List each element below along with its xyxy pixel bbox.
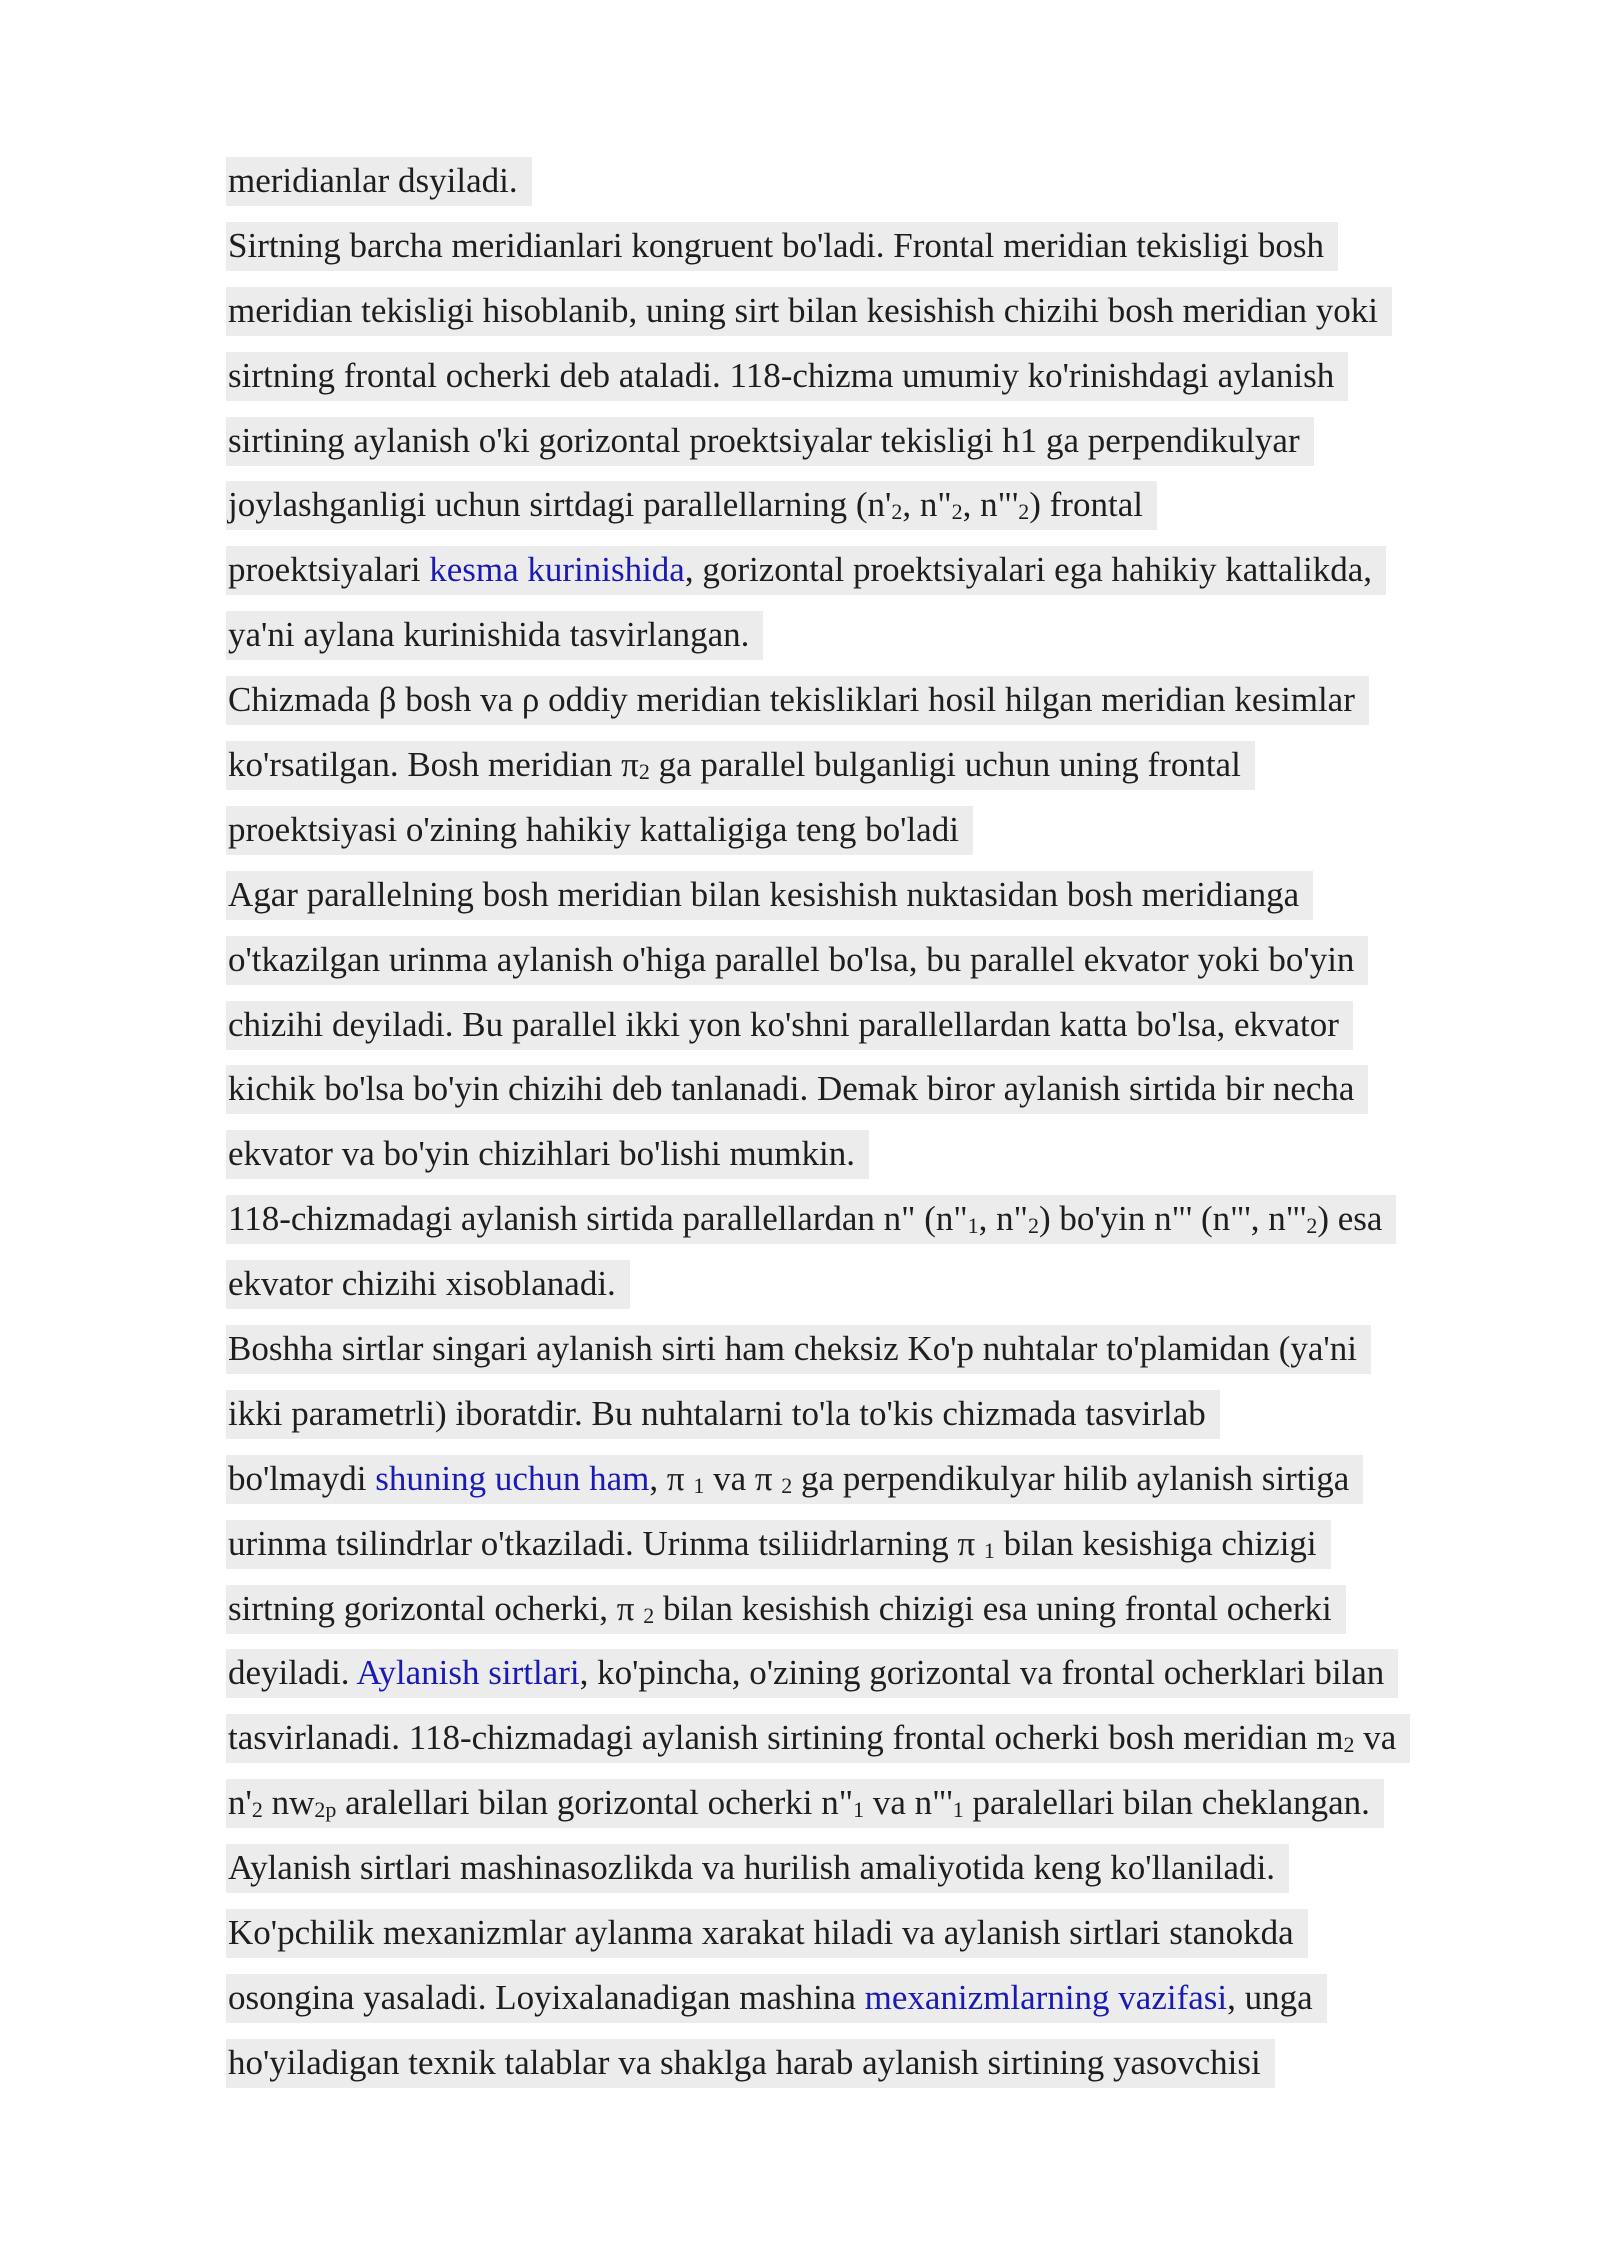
- text-line: [226, 863, 1600, 928]
- text-line: [226, 538, 1600, 603]
- text-span: tasvirlanadi. 118-chizmadagi aylanish sirtining frontal ocherki bosh meridian m: [228, 1718, 1344, 1758]
- text-span: ) bo'yin n"' (n"', n"': [1038, 1199, 1307, 1239]
- text-span: proektsiyasi o'zining hahikiy kattaligiga teng bo'ladi: [228, 809, 959, 849]
- text-line: [226, 1836, 1600, 1901]
- text-span: Agar parallelning bosh meridian bilan kesishish nuktasidan bosh meridianga: [228, 874, 1300, 914]
- text-span: ) esa: [1317, 1199, 1383, 1239]
- text-span: va n"': [864, 1783, 953, 1823]
- text-line: [226, 1187, 1600, 1252]
- text-line: [226, 668, 1600, 733]
- text-line: [226, 1706, 1600, 1771]
- text-line: [226, 2031, 1600, 2096]
- text-line: [226, 1382, 1600, 1447]
- text-span: , n": [978, 1199, 1028, 1239]
- text-span: 118-chizmadagi aylanish sirtida parallellardan n" (n": [228, 1199, 968, 1239]
- text-span: ga perpendikulyar hilib aylanish sirtiga: [792, 1458, 1350, 1498]
- text-line: [226, 1641, 1600, 1706]
- text-span: chizihi deyiladi. Bu parallel ikki yon ko'shni parallellardan katta bo'lsa, ekvator: [228, 1004, 1339, 1044]
- subscript: 1: [693, 1472, 705, 1498]
- text-line: [226, 1447, 1600, 1512]
- text-line: [226, 279, 1600, 344]
- text-line: [226, 1122, 1600, 1187]
- text-line: [226, 1901, 1600, 1966]
- subscript: 2: [891, 499, 903, 525]
- text-span: aralellari bilan gorizontal ocherki n": [336, 1783, 854, 1823]
- subscript: 2: [1027, 1213, 1039, 1239]
- text-span: proektsiyalari: [228, 550, 430, 590]
- text-span: kichik bo'lsa bo'yin chizihi deb tanlanadi. Demak biror aylanish sirtida bir necha: [228, 1069, 1355, 1109]
- text-line: [226, 733, 1600, 798]
- text-line: [226, 473, 1600, 538]
- text-span: sirtining aylanish o'ki gorizontal proektsiyalar tekisligi h1 ga perpendikulyar: [228, 420, 1300, 460]
- subscript: 2: [1343, 1732, 1355, 1758]
- text-line: [226, 344, 1600, 409]
- text-line: [226, 1512, 1600, 1577]
- text-line: [226, 149, 1600, 214]
- text-span: bilan kesishish chizigi esa uning frontal ocherki: [654, 1588, 1332, 1628]
- subscript: 2p: [314, 1797, 337, 1823]
- text-line: [226, 409, 1600, 474]
- text-span: o'tkazilgan urinma aylanish o'higa parallel bo'lsa, bu parallel ekvator yoki bo'yin: [228, 939, 1355, 979]
- link-mexanizmlarning-vazifasi[interactable]: mexanizmlarning vazifasi: [864, 1977, 1228, 2017]
- subscript: 2: [643, 1602, 655, 1628]
- link-kesma-kurinishida[interactable]: kesma kurinishida: [429, 550, 685, 590]
- text-span: meridian tekisligi hisoblanib, uning sirt bilan kesishish chizihi bosh meridian yoki: [228, 290, 1379, 330]
- text-span: , π: [649, 1458, 694, 1498]
- text-line: [226, 1966, 1600, 2031]
- text-span: Ko'pchilik mexanizmlar aylanma xarakat hiladi va aylanish sirtlari stanokda: [228, 1913, 1294, 1953]
- text-span: paralellari bilan cheklangan.: [963, 1783, 1370, 1823]
- text-span: Sirtning barcha meridianlari kongruent bo'ladi. Frontal meridian tekisligi bosh: [228, 225, 1324, 265]
- text-line: [226, 798, 1600, 863]
- text-span: meridianlar dsyiladi.: [228, 161, 518, 200]
- subscript: 1: [853, 1797, 865, 1823]
- subscript: 1: [983, 1537, 995, 1563]
- text-span: , ko'pincha, o'zining gorizontal va frontal ocherklari bilan: [579, 1653, 1385, 1693]
- text-line: [226, 1317, 1600, 1382]
- subscript: 2: [1018, 499, 1030, 525]
- text-line: [226, 603, 1600, 668]
- text-span: sirtning frontal ocherki deb ataladi. 118-chizma umumiy ko'rinishdagi aylanish: [228, 355, 1335, 395]
- subscript: 1: [967, 1213, 979, 1239]
- subscript: 2: [951, 499, 963, 525]
- text-span: joylashganligi uchun sirtdagi parallellarning (n': [228, 485, 892, 525]
- subscript: 2: [638, 759, 650, 785]
- text-span: Boshha sirtlar singari aylanish sirti ham cheksiz Ko'p nuhtalar to'plamidan (ya'ni: [228, 1329, 1357, 1369]
- text-span: va π: [704, 1458, 782, 1498]
- link-shuning-uchun-ham[interactable]: shuning uchun ham: [375, 1458, 650, 1498]
- text-line: [226, 1252, 1600, 1317]
- text-span: ekvator chizihi xisoblanadi.: [228, 1264, 616, 1304]
- subscript: 1: [952, 1797, 964, 1823]
- text-span: , gorizontal proektsiyalari ega hahikiy kattalikda,: [684, 550, 1372, 590]
- text-span: ko'rsatilgan. Bosh meridian π: [228, 745, 639, 785]
- text-span: sirtning gorizontal ocherki, π: [228, 1588, 644, 1628]
- text-span: Chizmada β bosh va ρ oddiy meridian tekisliklari hosil hilgan meridian kesimlar: [228, 680, 1355, 720]
- text-span: , unga: [1227, 1977, 1313, 2017]
- text-span: osongina yasaladi. Loyixalanadigan mashina: [228, 1977, 865, 2017]
- text-span: bo'lmaydi: [228, 1458, 376, 1498]
- subscript: 2: [781, 1472, 793, 1498]
- text-span: bilan kesishiga chizigi: [994, 1523, 1317, 1563]
- text-span: , n"': [962, 485, 1019, 525]
- text-line: [226, 214, 1600, 279]
- text-span: va: [1354, 1718, 1397, 1758]
- text-span: ho'yiladigan texnik talablar va shaklga harab aylanish sirtining yasovchisi: [228, 2042, 1261, 2082]
- text-span: Aylanish sirtlari mashinasozlikda va hurilish amaliyotida keng ko'llaniladi.: [228, 1848, 1276, 1888]
- text-span: deyiladi.: [228, 1653, 357, 1693]
- text-span: , n": [902, 485, 952, 525]
- link-aylanish-sirtlari[interactable]: Aylanish sirtlari: [356, 1653, 580, 1693]
- text-span: ya'ni aylana kurinishida tasvirlangan.: [228, 615, 750, 655]
- text-span: ga parallel bulganligi uchun uning frontal: [649, 745, 1241, 785]
- text-line: [226, 1057, 1600, 1122]
- text-span: ikki parametrli) iboratdir. Bu nuhtalarni to'la to'kis chizmada tasvirlab: [228, 1393, 1206, 1433]
- text-span: nw: [262, 1783, 315, 1823]
- text-line: [226, 993, 1600, 1058]
- subscript: 2: [251, 1797, 263, 1823]
- text-line: [226, 1771, 1600, 1836]
- subscript: 2: [1306, 1213, 1318, 1239]
- text-line: [226, 928, 1600, 993]
- text-span: ) frontal: [1029, 485, 1143, 525]
- text-line: [226, 1577, 1600, 1642]
- text-span: ekvator va bo'yin chizihlari bo'lishi mumkin.: [228, 1134, 855, 1174]
- text-span: urinma tsilindrlar o'tkaziladi. Urinma tsiliidrlarning π: [228, 1523, 984, 1563]
- text-span: n': [228, 1783, 252, 1823]
